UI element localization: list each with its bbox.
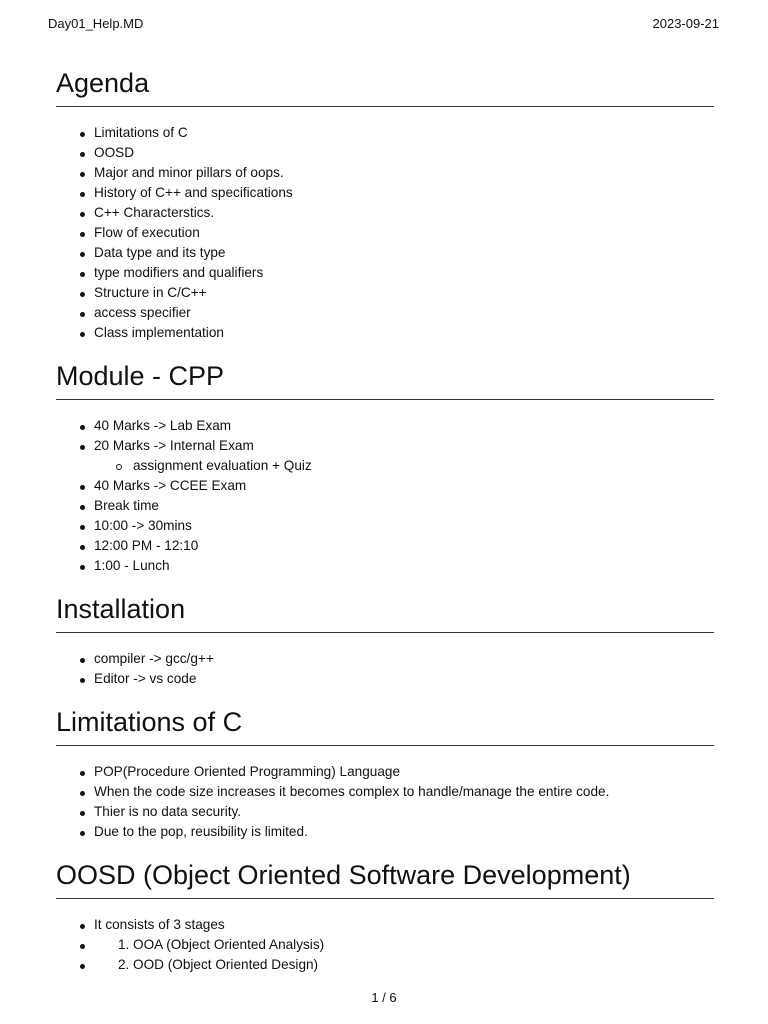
- list-item: [56, 556, 714, 576]
- list-number: 1.: [118, 937, 130, 952]
- list-item: [56, 323, 714, 343]
- agenda-list: [56, 123, 714, 343]
- list-item-text: Data type and its type: [94, 245, 226, 260]
- list-item: [56, 183, 714, 203]
- bullet-icon: [80, 332, 85, 337]
- bullet-icon: [80, 445, 85, 450]
- section-installation: [56, 592, 714, 689]
- nested-list: [94, 456, 714, 476]
- list-item-text: assignment evaluation + Quiz: [133, 458, 312, 473]
- list-item-text: Flow of execution: [94, 225, 200, 240]
- installation-list: [56, 649, 714, 689]
- list-item: [56, 436, 714, 476]
- bullet-icon: [80, 132, 85, 137]
- list-item-text: compiler -> gcc/g++: [94, 651, 214, 666]
- list-item: [56, 223, 714, 243]
- list-item: [56, 536, 714, 556]
- limitations-list: [56, 762, 714, 842]
- list-item-text: OOSD: [94, 145, 135, 160]
- bullet-icon: [80, 525, 85, 530]
- list-item-text: Class implementation: [94, 325, 224, 340]
- bullet-icon: [80, 212, 85, 217]
- list-item-text: 40 Marks -> CCEE Exam: [94, 478, 247, 493]
- list-item: [56, 782, 714, 802]
- module-cpp-list: [56, 416, 714, 576]
- list-item-text: 40 Marks -> Lab Exam: [94, 418, 232, 433]
- list-item: [56, 649, 714, 669]
- list-item-text: Due to the pop, reusibility is limited.: [94, 824, 308, 839]
- section-heading-limitations-of-c: Limitations of C: [56, 705, 714, 746]
- list-item: [56, 802, 714, 822]
- list-item-text: POP(Procedure Oriented Programming) Language: [94, 764, 401, 779]
- list-item: [56, 516, 714, 536]
- bullet-icon: [80, 425, 85, 430]
- list-number: 2.: [118, 957, 130, 972]
- list-item-text: History of C++ and specifications: [94, 185, 293, 200]
- list-item-text: Editor -> vs code: [94, 671, 197, 686]
- list-item-text: access specifier: [94, 305, 191, 320]
- bullet-icon: [80, 192, 85, 197]
- list-item: [56, 263, 714, 283]
- bullet-icon: [80, 252, 85, 257]
- list-item: [56, 822, 714, 842]
- section-module-cpp: [56, 359, 714, 576]
- bullet-icon: [80, 791, 85, 796]
- numbered-list-item: [56, 935, 714, 955]
- numbered-list-item: [56, 955, 714, 975]
- section-limitations-of-c: [56, 705, 714, 842]
- section-agenda: [56, 66, 714, 343]
- list-item-text: 12:00 PM - 12:10: [94, 538, 199, 553]
- section-heading-agenda: Agenda: [56, 66, 714, 107]
- bullet-icon: [80, 811, 85, 816]
- list-item: [56, 283, 714, 303]
- document-page-content: [56, 66, 714, 991]
- list-item-text: 10:00 -> 30mins: [94, 518, 192, 533]
- print-date: 2023-09-21: [652, 16, 719, 31]
- list-item: [56, 163, 714, 183]
- list-item-text: OOD (Object Oriented Design): [133, 957, 319, 972]
- section-heading-oosd: OOSD (Object Oriented Software Development): [56, 858, 714, 899]
- document-filename: Day01_Help.MD: [48, 16, 144, 31]
- list-item: [56, 143, 714, 163]
- oosd-list: [56, 915, 714, 975]
- bullet-icon: [80, 152, 85, 157]
- bullet-icon: [80, 831, 85, 836]
- bullet-icon: [80, 312, 85, 317]
- section-oosd: [56, 858, 714, 975]
- list-item-text: 20 Marks -> Internal Exam: [94, 438, 254, 453]
- list-item: [56, 496, 714, 516]
- bullet-icon: [80, 172, 85, 177]
- list-item-text: Major and minor pillars of oops.: [94, 165, 284, 180]
- bullet-icon: [80, 272, 85, 277]
- list-item: [56, 243, 714, 263]
- list-item-text: Break time: [94, 498, 159, 513]
- bullet-icon: [80, 924, 85, 929]
- list-item-text: OOA (Object Oriented Analysis): [133, 937, 325, 952]
- list-item: [56, 123, 714, 143]
- list-item: [56, 203, 714, 223]
- list-item-text: 1:00 - Lunch: [94, 558, 170, 573]
- list-item-text: It consists of 3 stages: [94, 917, 225, 932]
- list-item: [56, 762, 714, 782]
- list-item-text: type modifiers and qualifiers: [94, 265, 264, 280]
- bullet-icon: [80, 485, 85, 490]
- bullet-icon: [80, 771, 85, 776]
- section-heading-installation: Installation: [56, 592, 714, 633]
- list-item-text: Thier is no data security.: [94, 804, 242, 819]
- bullet-icon: [80, 964, 85, 969]
- bullet-icon: [80, 505, 85, 510]
- list-item: [56, 476, 714, 496]
- list-item-text: When the code size increases it becomes complex to handle/manage the entire code.: [94, 784, 610, 799]
- bullet-icon: [80, 944, 85, 949]
- bullet-icon: [80, 658, 85, 663]
- bullet-icon: [80, 545, 85, 550]
- section-heading-module-cpp: Module - CPP: [56, 359, 714, 400]
- bullet-icon: [80, 232, 85, 237]
- list-item: [56, 669, 714, 689]
- circle-bullet-icon: [116, 464, 122, 470]
- list-item: [56, 303, 714, 323]
- list-item-text: Structure in C/C++: [94, 285, 207, 300]
- bullet-icon: [80, 678, 85, 683]
- bullet-icon: [80, 292, 85, 297]
- list-item: [56, 915, 714, 935]
- nested-list-item: [94, 456, 714, 476]
- list-item: [56, 416, 714, 436]
- list-item-text: C++ Characterstics.: [94, 205, 215, 220]
- list-item-text: Limitations of C: [94, 125, 188, 140]
- page-number: 1 / 6: [371, 990, 397, 1005]
- bullet-icon: [80, 565, 85, 570]
